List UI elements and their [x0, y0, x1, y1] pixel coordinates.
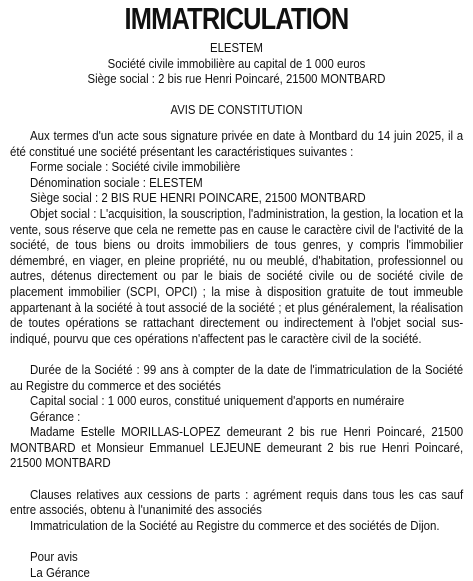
gerance-label: Gérance :	[30, 409, 81, 424]
intro-paragraph: Aux termes d'un acte sous signature privée en date à Montbard du 14 juin 2025, il a été constitué une société présentant les caractéristiques suivantes :	[10, 129, 464, 159]
notice-body	[10, 129, 463, 581]
company-capital-line: Société civile immobilière au capital de 1 000 euros	[107, 57, 366, 71]
forme-sociale: Forme sociale : Société civile immobilière	[30, 160, 241, 175]
capital-social: Capital social : 1 000 euros, constitué uniquement d'apports en numéraire	[30, 394, 405, 409]
siege-social: Siège social : 2 BIS RUE HENRI POINCARE, 21500 MONTBARD	[30, 191, 366, 206]
clauses-cessions: Clauses relatives aux cessions de parts : agrément requis dans tous les cas sauf entre associés, obtenu à l'unanimité des associés	[10, 487, 464, 518]
notice-heading: IMMATRICULATION	[124, 1, 349, 36]
denomination-sociale: Dénomination sociale : ELESTEM	[30, 175, 203, 190]
signature: La Gérance	[30, 565, 90, 580]
pour-avis: Pour avis	[30, 550, 78, 565]
duree-societe: Durée de la Société : 99 ans à compter de la date de l'immatriculation de la Société au Registre du commerce et des sociétés	[10, 362, 464, 393]
gerance-details: Madame Estelle MORILLAS-LOPEZ demeurant 2 bis rue Henri Poincaré, 21500 MONTBARD et Monsieur Emmanuel LEJEUNE demeurant 2 bis rue Henri Poincaré, 21500 MONTBARD	[10, 425, 464, 471]
company-name: ELESTEM	[210, 41, 263, 55]
notice-title: AVIS DE CONSTITUTION	[170, 103, 303, 117]
objet-social: Objet social : L'acquisition, la souscription, l'administration, la gestion, la location et la vente, sous réserve que cela ne remette pas en cause le caractère civil de l'activité de la société, de tous biens ou droits immobiliers de tous genres, y compris l'immobilier démembré, en viager, en pleine propriété, nu ou meublé, d'habitation, professionnel ou autres, détenus directement ou par le biais de société civile ou de société civile de placement immobilier (SCPI, OPCI) ; la mise à disposition gratuite de tout immeuble appartenant à la société à tout associé de la société ; et plus généralement, la réalisation de toutes opérations se rattachant directement ou indirectement à l'objet social sus-indiqué, pourvu que ces opérations n'affectent pas le caractère civil de la société.	[10, 206, 464, 346]
company-address-line: Siège social : 2 bis rue Henri Poincaré, 21500 MONTBARD	[87, 72, 386, 86]
immatriculation-rcs: Immatriculation de la Société au Registre du commerce et des sociétés de Dijon.	[30, 518, 440, 533]
